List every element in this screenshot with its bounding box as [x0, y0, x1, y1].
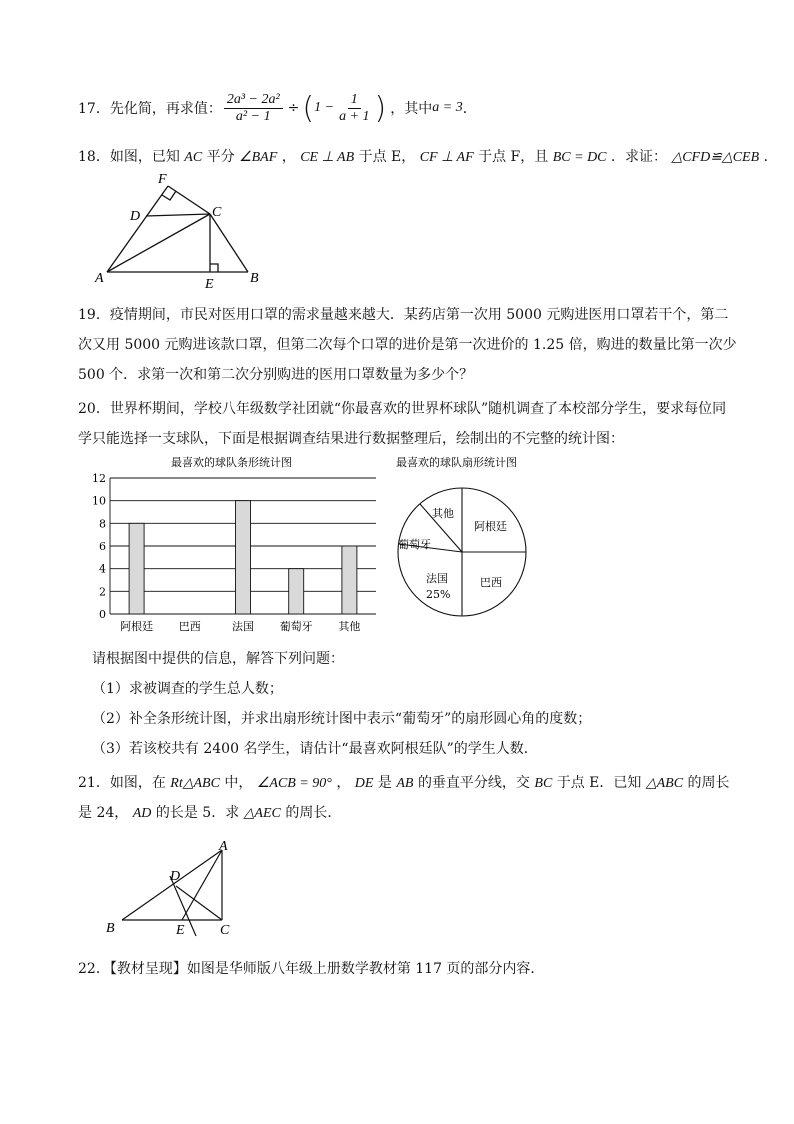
q21-ad: AD — [132, 806, 152, 821]
q19-line-3: 500 个．求第一次和第二次分别购进的医用口罩数量为多少个？ — [78, 367, 474, 383]
q18-t5: ．求证： — [610, 149, 667, 165]
bar-chart-title: 最喜欢的球队条形统计图 — [171, 456, 292, 469]
pie-label-portugal: 葡萄牙 — [398, 538, 431, 551]
q18-label-d: D — [130, 209, 141, 224]
q18-t3: 于点 E， — [358, 149, 416, 165]
bar-ytick-label: 12 — [92, 472, 106, 485]
pie-label-france-percent: 25% — [426, 588, 451, 601]
q18-t2: ， — [281, 149, 296, 165]
q19-line-1: 19．疫情期间，市民对医用口罩的需求量越来越大．某药店第一次用 5000 元购进医用口罩若干个，第二 — [78, 307, 729, 323]
q20-part-1: （1）求被调查的学生总人数； — [92, 681, 283, 697]
q18-label-e: E — [205, 277, 214, 292]
q18-label-a: A — [95, 271, 104, 286]
q17-fraction-2 — [336, 92, 372, 125]
q18-bc-eq-dc: BC = DC — [552, 150, 607, 165]
pie-label-argentina: 阿根廷 — [474, 520, 507, 533]
q21-t7: 的周长 — [687, 775, 730, 791]
bar-ytick-label: 0 — [99, 608, 106, 621]
q21-segment-ae — [182, 850, 222, 920]
q18-label-c: C — [212, 205, 222, 220]
question-22: 22．【教材呈现】如图是华师版八年级上册数学教材第 117 页的部分内容． — [78, 961, 545, 977]
q17-number: 17． — [78, 101, 110, 117]
bar-category-label: 葡萄牙 — [279, 620, 313, 633]
bar-category-label: 阿根廷 — [120, 620, 154, 633]
q18-right-angle-e — [210, 264, 218, 272]
q18-label-b: B — [250, 271, 259, 286]
question-21 — [78, 772, 730, 792]
bar-2 — [236, 501, 251, 614]
pie-label-france: 法国 — [426, 572, 448, 585]
bar-ytick-label: 2 — [99, 585, 106, 599]
pie-label-other: 其他 — [432, 507, 454, 520]
q17-right-paren: ) — [374, 90, 387, 126]
q17-frac1-denominator: a² − 1 — [235, 108, 271, 124]
q18-label-f: F — [158, 172, 167, 187]
q21-label-d: D — [170, 869, 181, 884]
question-17 — [78, 88, 477, 128]
q18-ac: AC — [184, 150, 203, 165]
q18-segment-fc — [168, 186, 210, 214]
bar-category-label: 法国 — [232, 620, 254, 633]
q17-condition: a = 3 — [432, 100, 463, 115]
bar-category-label: 其他 — [338, 620, 361, 633]
q18-segment-ac — [107, 214, 210, 272]
bar-ytick-label: 4 — [99, 562, 106, 576]
bar-3 — [289, 569, 304, 614]
q21-aec: △AEC — [243, 806, 281, 821]
q18-segment-af — [107, 186, 168, 272]
q21-t2: 中， — [224, 775, 253, 791]
q19-line-2: 次又用 5000 元购进该款口罩，但第二次每个口罩的进价是第一次进价的 1.25 倍，购进的数量比第一次少 — [78, 337, 737, 353]
q18-angle-baf: ∠BAF — [239, 150, 278, 165]
q21-t5: 的垂直平分线，交 — [417, 775, 530, 791]
pie-chart-title: 最喜欢的球队扇形统计图 — [396, 456, 517, 469]
q21-label-a: A — [219, 839, 228, 854]
q21-rt-triangle: Rt△ABC — [170, 776, 220, 791]
q17-intro: 先化简，再求值： — [109, 101, 222, 117]
q20-part-3: （3）若该校共有 2400 名学生，请估计“最喜欢阿根廷队”的学生人数． — [92, 741, 538, 757]
q18-t6: ． — [763, 149, 778, 165]
q18-t4: 于点 F，且 — [478, 149, 549, 165]
q18-cf-perp-af: CF ⊥ AF — [419, 150, 474, 165]
q21-label-c: C — [220, 923, 230, 938]
q21-ab: AB — [396, 776, 414, 791]
q21-de: DE — [354, 776, 374, 791]
q17-one-minus: 1 − — [314, 100, 335, 115]
q17-post: ，其中 — [390, 101, 433, 117]
q17-left-paren: ( — [302, 90, 315, 126]
pie-label-brazil: 巴西 — [480, 576, 502, 589]
q21-t3: ， — [336, 775, 351, 791]
q18-intro: 18．如图，已知 — [78, 149, 180, 165]
q17-divide: ÷ — [287, 100, 300, 116]
q17-frac2-denominator: a + 1 — [339, 108, 370, 124]
q21-label-e: E — [176, 923, 185, 938]
q21-t6: 于点 E．已知 — [556, 775, 642, 791]
q20-part-2: （2）补全条形统计图，并求出扇形统计图中表示“葡萄牙”的扇形圆心角的度数； — [92, 711, 592, 727]
q18-segment-cb — [210, 214, 248, 272]
q21-t1: 21．如图，在 — [78, 775, 166, 791]
pie-chart — [392, 452, 542, 632]
q21-angle: ∠ACB = 90° — [256, 776, 332, 791]
q21-l2c: 的周长． — [285, 805, 342, 821]
q20-line-1: 20．世界杯期间，学校八年级数学社团就“你最喜欢的世界杯球队”随机调查了本校部分学生，要求每位同 — [78, 401, 727, 417]
q17-frac1-numerator: 2a³ − 2a² — [224, 92, 283, 109]
q21-figure — [100, 838, 250, 942]
q20-line-2: 学只能选择一支球队，下面是根据调查结果进行数据整理后，绘制出的不完整的统计图： — [78, 431, 624, 447]
bar-0 — [129, 523, 144, 614]
q21-triangle: △ABC — [645, 776, 684, 791]
q18-figure — [90, 168, 270, 292]
q21-label-b: B — [106, 921, 115, 936]
q18-segment-dc — [146, 214, 210, 216]
question-21-line-2 — [78, 802, 341, 822]
question-18 — [78, 146, 778, 166]
q17-end: ． — [462, 101, 477, 117]
q17-fraction-1 — [224, 92, 283, 125]
bar-ytick-label: 6 — [99, 540, 106, 553]
q21-l2b: 的长是 5．求 — [155, 805, 240, 821]
q21-bc: BC — [534, 776, 553, 791]
bar-category-label: 巴西 — [178, 620, 201, 633]
q18-ce-perp-ab: CE ⊥ AB — [300, 150, 355, 165]
bar-chart — [86, 452, 386, 640]
bar-ytick-label: 10 — [92, 494, 106, 508]
q21-t4: 是 — [377, 775, 392, 791]
bar-ytick-label: 8 — [99, 517, 106, 531]
q17-frac2-numerator: 1 — [348, 92, 361, 109]
q21-l2a: 是 24， — [78, 805, 129, 821]
bar-4 — [342, 546, 357, 614]
q20-prompt: 请根据图中提供的信息，解答下列问题： — [92, 651, 344, 667]
q18-t1: 平分 — [206, 149, 235, 165]
q18-conclusion: △CFD≌△CEB — [671, 150, 760, 165]
